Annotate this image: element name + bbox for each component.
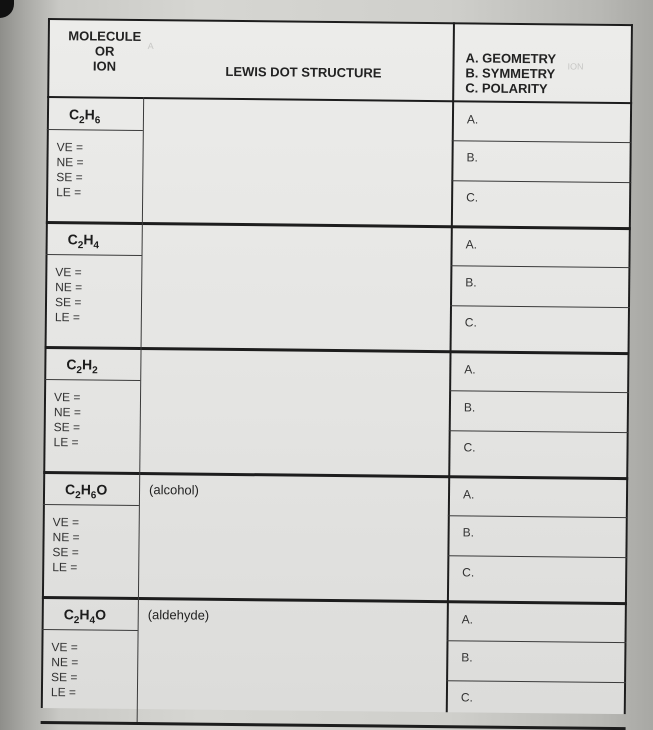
row-bottom-border	[45, 346, 630, 355]
abc-divider	[449, 430, 629, 433]
formula-subscript: 2	[78, 115, 85, 127]
ve-label: VE =	[56, 140, 84, 155]
part-a-label: A.	[462, 487, 475, 502]
part-b-label: B.	[461, 650, 473, 665]
electron-counts	[52, 515, 80, 575]
col1-divider	[139, 347, 141, 472]
col1-divider	[138, 472, 140, 597]
header-molecule-col	[65, 28, 143, 74]
ne-label: NE =	[51, 655, 79, 670]
molecule-formula	[64, 606, 106, 626]
part-a-label: A.	[465, 237, 478, 252]
electron-counts	[53, 390, 81, 450]
abc-divider	[450, 265, 630, 268]
worksheet	[41, 18, 633, 714]
abc-divider	[450, 305, 630, 308]
le-label: LE =	[50, 685, 77, 700]
se-label: SE =	[52, 545, 79, 560]
abc-divider	[448, 515, 628, 518]
formula-box-border	[44, 379, 140, 381]
molecule-note: (aldehyde)	[147, 607, 210, 623]
formula-subscript: 2	[92, 365, 98, 377]
ne-label: NE =	[56, 155, 84, 170]
le-label: LE =	[54, 310, 80, 325]
formula-subscript: 2	[73, 615, 80, 627]
se-label: SE =	[56, 170, 83, 185]
formula-element: C	[64, 481, 76, 498]
row-bottom-border	[46, 221, 631, 230]
ve-label: VE =	[52, 515, 80, 530]
molecule-formula	[66, 356, 98, 376]
part-a-label: A.	[461, 612, 474, 627]
formula-subscript: 4	[89, 615, 96, 627]
electron-counts	[55, 265, 83, 325]
abc-divider	[447, 555, 627, 558]
formula-subscript: 2	[77, 240, 84, 252]
part-c-label: C.	[462, 565, 475, 580]
page-corner-shadow	[0, 0, 14, 18]
formula-element: H	[83, 231, 94, 248]
se-label: SE =	[51, 670, 78, 685]
formula-subscript: 6	[94, 115, 101, 127]
formula-box-border	[46, 254, 142, 256]
formula-element: C	[68, 106, 80, 123]
col1-divider	[137, 597, 139, 722]
part-a-label: A.	[464, 362, 476, 377]
part-c-label: C.	[460, 690, 473, 705]
part-b-label: B.	[462, 525, 475, 540]
formula-element: O	[95, 606, 107, 623]
formula-box-border	[43, 504, 139, 506]
abc-divider	[446, 680, 626, 683]
ve-label: VE =	[51, 640, 78, 655]
header-molecule: MOLECULE	[68, 28, 142, 44]
molecule-formula	[69, 106, 101, 126]
abc-divider	[446, 640, 626, 643]
bleed-through-text: ION	[567, 61, 584, 72]
formula-subscript: 2	[75, 490, 81, 502]
part-c-label: C.	[463, 440, 476, 455]
part-b-label: B.	[466, 150, 478, 165]
formula-box-border	[47, 129, 143, 131]
ne-label: NE =	[55, 280, 83, 295]
abc-divider	[451, 180, 631, 183]
ve-label: VE =	[53, 390, 81, 405]
row-bottom-border	[42, 596, 627, 605]
header-geometry: A. GEOMETRY	[465, 50, 557, 67]
formula-subscript: 4	[93, 240, 100, 252]
ve-label: VE =	[55, 265, 82, 280]
se-label: SE =	[54, 295, 82, 310]
header-symmetry: B. SYMMETRY	[465, 65, 556, 82]
header-bottom-border	[47, 96, 632, 104]
formula-element: C	[67, 231, 78, 248]
electron-counts	[51, 640, 79, 700]
formula-box-border	[42, 629, 138, 631]
row-bottom-border	[41, 721, 626, 730]
table-top-border	[48, 18, 633, 26]
abc-divider	[449, 390, 629, 393]
formula-element: H	[84, 106, 95, 123]
formula-element: H	[80, 481, 91, 498]
molecule-note: (alcohol)	[148, 482, 200, 498]
formula-subscript: 6	[90, 490, 97, 502]
ne-label: NE =	[52, 530, 80, 545]
molecule-formula	[68, 231, 100, 251]
part-b-label: B.	[465, 275, 477, 290]
ne-label: NE =	[53, 405, 81, 420]
col1-divider	[141, 222, 143, 347]
header-or: OR	[94, 43, 115, 59]
formula-element: H	[81, 356, 93, 373]
formula-element: C	[66, 356, 77, 373]
molecule-formula	[65, 481, 107, 501]
part-c-label: C.	[464, 315, 477, 330]
header-abc-col	[465, 50, 556, 96]
part-b-label: B.	[463, 400, 476, 415]
col1-divider	[142, 97, 144, 222]
row-bottom-border	[43, 471, 628, 480]
col3-divider	[446, 22, 455, 712]
header-lewis: LEWIS DOT STRUCTURE	[225, 63, 382, 81]
header-polarity: C. POLARITY	[465, 80, 548, 97]
formula-subscript: 2	[76, 365, 83, 377]
formula-element: H	[79, 606, 90, 623]
formula-element: C	[63, 606, 74, 623]
bleed-through-text: A	[147, 41, 154, 52]
table-right-border	[624, 24, 633, 714]
le-label: LE =	[56, 185, 82, 200]
le-label: LE =	[52, 560, 78, 575]
part-a-label: A.	[466, 112, 479, 127]
table-left-border	[41, 18, 50, 708]
se-label: SE =	[53, 420, 81, 435]
part-c-label: C.	[466, 190, 479, 205]
abc-divider	[452, 140, 632, 143]
formula-element: O	[96, 481, 108, 498]
electron-counts	[56, 140, 84, 200]
header-ion: ION	[92, 58, 117, 74]
le-label: LE =	[53, 435, 79, 450]
